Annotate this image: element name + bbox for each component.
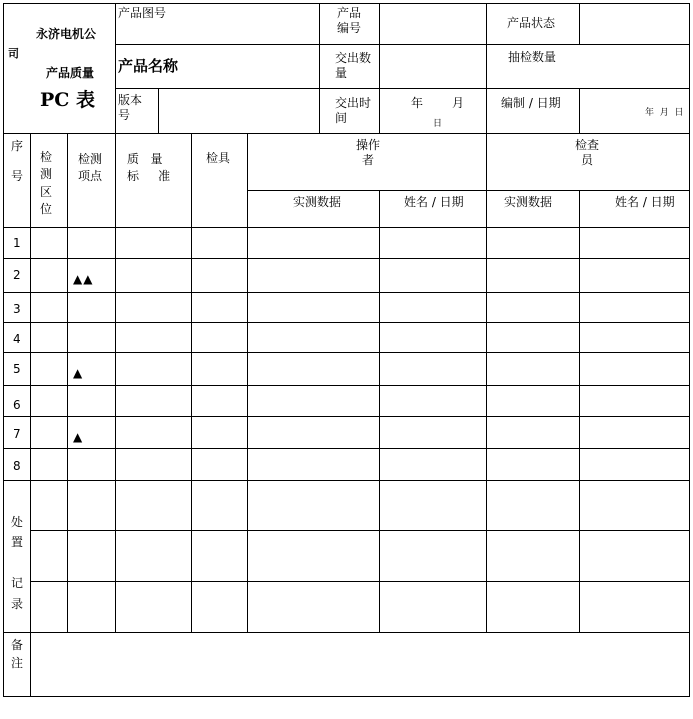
row-seq: 1 <box>13 236 21 250</box>
item-header: 检测 项点 <box>78 152 103 184</box>
prepared-ymd-label: 年 月 日 <box>645 108 684 118</box>
row-seq: 7 <box>13 427 21 441</box>
inspector-header: 检查 员 <box>574 138 599 167</box>
year-label: 年 <box>411 96 424 110</box>
row-seq: 4 <box>13 332 21 346</box>
inspector-sign-date-label: 姓名 / 日期 <box>615 195 675 209</box>
remarks-label: 备 注 <box>11 638 24 670</box>
row-seq: 3 <box>13 302 21 316</box>
form-title: PC 表 <box>40 89 96 111</box>
delivery-time-label: 交出时 间 <box>335 96 372 125</box>
row-seq: 8 <box>13 459 21 473</box>
delivery-qty-label: 交出数 量 <box>335 51 372 80</box>
row-seq: 2 <box>13 268 21 282</box>
prepared-date-label: 编制 / 日期 <box>501 96 561 110</box>
operator-measured-label: 实测数据 <box>293 195 342 209</box>
quality-label: 产品质量 <box>46 66 95 80</box>
row-seq: 5 <box>13 362 21 376</box>
day-label: 日 <box>433 119 443 129</box>
seq-header: 序 号 <box>11 139 24 183</box>
tool-header: 检具 <box>206 151 231 165</box>
row-mark: ▲▲ <box>73 272 94 286</box>
row-mark: ▲ <box>73 430 84 444</box>
company-name: 永济电机公 <box>36 27 97 41</box>
disposal-record-label: 处 置 记 录 <box>11 515 24 611</box>
sampling-qty-label: 抽检数量 <box>508 50 557 64</box>
product-name-label: 产品名称 <box>118 57 179 75</box>
product-no-label: 产品 编号 <box>336 6 361 35</box>
area-header: 检 测 区 位 <box>40 150 53 217</box>
row-seq: 6 <box>13 398 21 412</box>
month-label: 月 <box>452 96 465 110</box>
standard-header: 质 量 标 准 <box>127 152 171 184</box>
row-mark: ▲ <box>73 366 84 380</box>
drawing-no-label: 产品图号 <box>118 6 167 20</box>
version-label: 版本 号 <box>118 93 143 122</box>
operator-sign-date-label: 姓名 / 日期 <box>404 195 464 209</box>
company-name-fragment: 司 <box>8 47 19 60</box>
inspector-measured-label: 实测数据 <box>504 195 553 209</box>
product-status-label: 产品状态 <box>507 16 556 30</box>
operator-header: 操作 者 <box>355 138 380 167</box>
